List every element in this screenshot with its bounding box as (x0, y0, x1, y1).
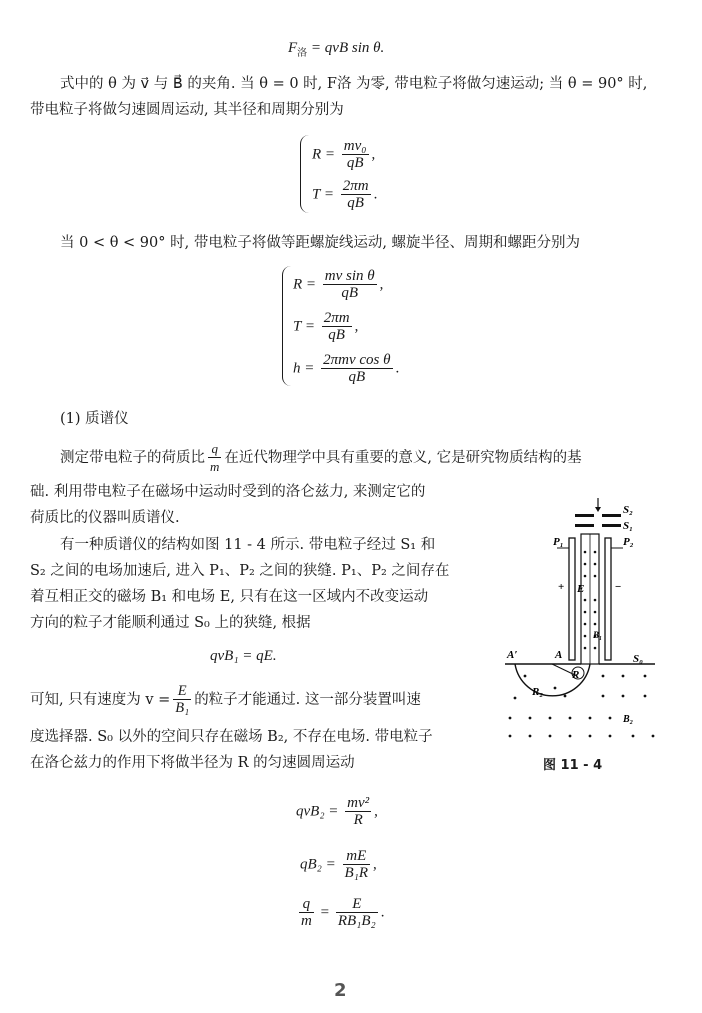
label-minus: − (615, 581, 622, 593)
label-plus: + (558, 581, 565, 593)
para5-line3: 在洛仑兹力的作用下将做半径为 R 的匀速圆周运动 (30, 755, 355, 771)
para4-line2: S₂ 之间的电场加速后, 进入 P₁、P₂ 之间的狭缝. P₁、P₂ 之间存在 (30, 563, 450, 579)
para4-line1: 有一种质谱仪的结构如图 11 - 4 所示. 带电粒子经过 S₁ 和 (60, 537, 436, 553)
label-e: E (577, 583, 585, 595)
para1-line2: 带电粒子将做匀速圆周运动, 其半径和周期分别为 (30, 102, 344, 118)
para2-line1: 当 0 < θ < 90° 时, 带电粒子将做等距螺旋线运动, 螺旋半径、周期和螺距分别为 (60, 235, 581, 251)
eq-charge-mass-ratio: $\frac{q}{m}$ = $\frac{E}{\text{RB₁B₂}}$ . (301, 896, 385, 929)
eq-lorentz-force: $F_洛$ = qvB sin θ. (288, 40, 385, 59)
eq-radius-1: R = $\frac{\text{mv₀}}{qB}$ , (312, 138, 376, 171)
brace-system1 (300, 135, 309, 213)
label-r: R (572, 669, 580, 681)
label-s2: S₂ (623, 504, 633, 516)
label-p2: P₂ (623, 536, 634, 548)
label-s0: S₀ (633, 653, 643, 665)
figure-mass-spectrometer (495, 490, 665, 755)
eq-pitch: h = $\frac{\text{2πmv cos θ}}{qB}$ . (293, 352, 400, 385)
label-a-prime: A′ (507, 649, 518, 661)
label-b1: B₁ (593, 630, 603, 640)
label-s1: S₁ (623, 520, 633, 532)
para5-line2: 度选择器. S₀ 以外的空间只存在磁场 B₂, 不存在电场. 带电粒子 (30, 729, 433, 745)
section-title: (1) 质谱仪 (60, 411, 129, 427)
eq-centripetal: qvB₂ = $\frac{\text{mv²}}{R}$ , (296, 795, 378, 828)
para3-line3: 荷质比的仪器叫质谱仪. (30, 510, 180, 526)
label-r2: R₂ (532, 686, 544, 698)
plate-s1-right (602, 524, 621, 527)
para5-line1: 可知, 只有速度为 v = $\frac{E}{\text{B₁}}$ 的粒子才能通过. 这一部分装置叫速 (30, 683, 421, 716)
b2-field-dots (509, 675, 655, 738)
para3-line1: 测定带电粒子的荷质比 $\frac{q}{m}$ 在近代物理学中具有重要的意义, 它是研究物质结构的基 (60, 441, 582, 474)
label-b2: B₂ (623, 714, 634, 725)
label-p1: P₁ (553, 536, 564, 548)
para1-line1: 式中的 θ 为 v⃗ 与 B⃗ 的夹角. 当 θ = 0 时, F洛 为零, 带电粒子将做匀速运动; 当 θ = 90° 时, (60, 76, 648, 92)
plate-s2-right (602, 514, 621, 517)
eq-period-1: T = $\frac{2\pi m}{qB}$ . (312, 178, 378, 211)
plate-p2 (605, 538, 611, 660)
plate-s1-left (575, 524, 594, 527)
plate-s2-left (575, 514, 594, 517)
figure-caption: 图 11 - 4 (543, 758, 603, 773)
brace-system2 (282, 266, 291, 386)
page-number: 2 (334, 980, 347, 1001)
eq-radius-2: R = $\frac{\text{mv sin θ}}{qB}$ , (293, 268, 384, 301)
para3-line2: 础. 利用带电粒子在磁场中运动时受到的洛仑兹力, 来测定它的 (30, 484, 426, 500)
plate-p1 (569, 538, 575, 660)
eq-substituted: qB₂ = $\frac{mE}{\text{B₁R}}$ , (300, 848, 377, 881)
label-a: A (555, 649, 563, 661)
para4-line3: 着互相正交的磁场 B₁ 和电场 E, 只有在这一区域内不改变运动 (30, 589, 429, 605)
para4-line4: 方向的粒子才能顺利通过 S₀ 上的狭缝, 根据 (30, 615, 311, 631)
eq-velocity-selector: qvB₁ = qE. (210, 648, 277, 664)
eq-period-2: T = $\frac{2\pi m}{qB}$ , (293, 310, 359, 343)
